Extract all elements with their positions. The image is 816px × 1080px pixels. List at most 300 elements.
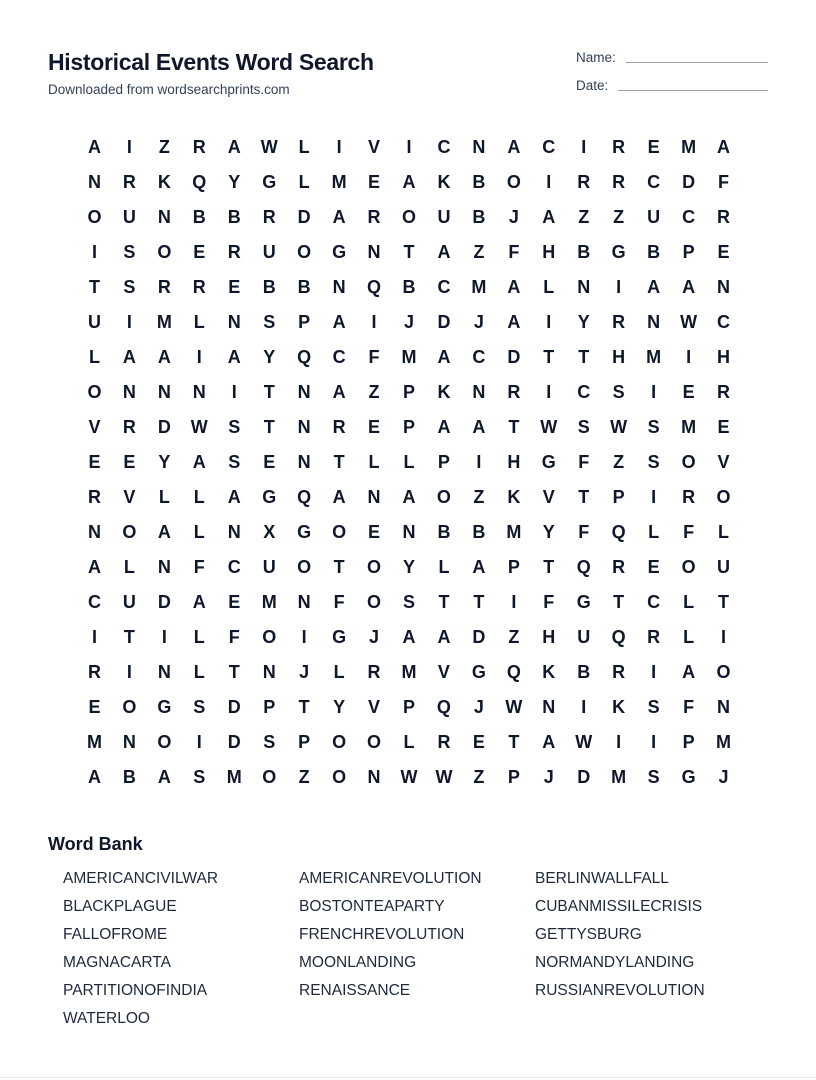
grid-cell: D (507, 347, 521, 367)
grid-cell: T (718, 592, 730, 612)
grid-cell: A (332, 207, 346, 227)
grid-cell: I (301, 627, 307, 647)
grid-cell: G (262, 487, 277, 507)
grid-cell: U (262, 242, 276, 262)
grid-cell: T (578, 347, 590, 367)
grid-cell: O (436, 487, 451, 507)
grid-cell: L (193, 522, 205, 542)
grid-cell: A (402, 487, 416, 507)
grid-cell: P (298, 312, 311, 332)
word-bank-item: FALLOFROME (63, 926, 168, 943)
grid-cell: A (402, 172, 416, 192)
grid-cell: T (333, 452, 345, 472)
grid-cell: D (157, 417, 171, 437)
grid-cell: C (577, 382, 591, 402)
grid-cell: C (437, 277, 451, 297)
grid-cell: U (647, 207, 661, 227)
grid-cell: I (91, 627, 97, 647)
grid-cell: M (681, 137, 697, 157)
grid-cell: O (506, 172, 521, 192)
grid-cell: I (196, 347, 202, 367)
grid-cell: A (87, 767, 101, 787)
grid-cell: V (123, 487, 136, 507)
grid-cell: W (505, 697, 523, 717)
grid-cell: O (401, 207, 416, 227)
grid-cell: A (87, 557, 101, 577)
word-bank-item: MAGNACARTA (63, 954, 171, 971)
grid-cell: P (682, 732, 695, 752)
grid-cell: V (368, 697, 381, 717)
grid-cell: N (717, 277, 731, 297)
grid-cell: A (717, 137, 731, 157)
grid-cell: E (368, 172, 381, 192)
grid-cell: N (297, 417, 311, 437)
grid-cell: I (336, 137, 342, 157)
grid-cell: R (577, 172, 591, 192)
grid-cell: G (576, 592, 591, 612)
grid-cell: A (542, 732, 556, 752)
grid-cell: K (507, 487, 521, 507)
grid-cell: Y (158, 452, 171, 472)
grid-cell: I (231, 382, 237, 402)
grid-cell: T (123, 627, 135, 647)
grid-cell: U (122, 592, 136, 612)
grid-cell: V (88, 417, 101, 437)
grid-cell: I (651, 732, 657, 752)
grid-cell: B (472, 207, 486, 227)
grid-cell: O (87, 382, 102, 402)
grid-cell: Y (263, 347, 276, 367)
grid-cell: R (717, 207, 731, 227)
grid-cell: T (333, 557, 345, 577)
grid-cell: W (610, 417, 628, 437)
grid-cell: O (87, 207, 102, 227)
grid-cell: A (122, 347, 136, 367)
grid-cell: Q (611, 522, 626, 542)
grid-cell: D (227, 732, 241, 752)
grid-cell: W (540, 417, 558, 437)
grid-cell: V (437, 662, 450, 682)
grid-cell: L (333, 662, 345, 682)
word-bank-item: PARTITIONOFINDIA (63, 982, 208, 999)
grid-cell: B (437, 522, 451, 542)
grid-cell: P (437, 452, 450, 472)
grid-cell: S (228, 452, 241, 472)
grid-cell: A (157, 347, 171, 367)
grid-cell: I (651, 487, 657, 507)
grid-cell: Z (613, 207, 625, 227)
grid-cell: W (680, 312, 698, 332)
grid-cell: M (611, 767, 627, 787)
grid-cell: L (368, 452, 380, 472)
grid-cell: A (437, 347, 451, 367)
word-bank-item: BOSTONTEAPARTY (299, 898, 445, 915)
word-bank-item: BLACKPLAGUE (63, 898, 177, 915)
grid-cell: G (471, 662, 486, 682)
grid-cell: K (157, 172, 171, 192)
grid-cell: O (332, 522, 347, 542)
grid-cell: C (437, 137, 451, 157)
grid-cell: A (402, 627, 416, 647)
grid-cell: U (717, 557, 731, 577)
grid-cell: U (437, 207, 451, 227)
grid-cell: E (368, 417, 381, 437)
grid-cell: O (297, 557, 312, 577)
grid-cell: N (227, 312, 241, 332)
grid-cell: I (546, 172, 552, 192)
grid-cell: S (123, 242, 136, 262)
grid-cell: C (682, 207, 696, 227)
grid-cell: D (437, 312, 451, 332)
grid-cell: U (577, 627, 591, 647)
grid-cell: L (718, 522, 730, 542)
grid-cell: F (683, 522, 695, 542)
grid-cell: Z (298, 767, 310, 787)
grid-cell: F (368, 347, 380, 367)
grid-cell: C (717, 312, 731, 332)
grid-cell: H (507, 452, 521, 472)
grid-cell: G (541, 452, 556, 472)
grid-cell: F (718, 172, 730, 192)
grid-cell: O (716, 487, 731, 507)
grid-cell: B (402, 277, 416, 297)
word-bank-heading: Word Bank (48, 834, 143, 854)
grid-cell: R (647, 627, 661, 647)
grid-cell: B (577, 662, 591, 682)
grid-cell: I (196, 732, 202, 752)
grid-cell: P (298, 732, 311, 752)
grid-cell: F (578, 522, 590, 542)
grid-cell: K (437, 172, 451, 192)
word-bank-item: CUBANMISSILECRISIS (535, 898, 703, 915)
grid-cell: O (367, 557, 382, 577)
grid-cell: R (612, 172, 626, 192)
grid-cell: R (192, 137, 206, 157)
grid-cell: E (368, 522, 381, 542)
name-line[interactable] (626, 62, 768, 63)
grid-cell: I (126, 137, 132, 157)
grid-cell: H (612, 347, 626, 367)
grid-cell: W (190, 417, 208, 437)
grid-cell: J (299, 662, 310, 682)
grid-cell: F (683, 697, 695, 717)
word-bank-item: RUSSIANREVOLUTION (535, 982, 705, 999)
grid-cell: G (297, 522, 312, 542)
grid-cell: R (507, 382, 521, 402)
grid-cell: A (157, 767, 171, 787)
grid-cell: Z (473, 767, 485, 787)
word-bank-item: WATERLOO (63, 1010, 150, 1027)
grid-cell: P (402, 697, 415, 717)
grid-cell: N (157, 557, 171, 577)
grid-cell: D (227, 697, 241, 717)
grid-cell: U (87, 312, 101, 332)
grid-cell: O (122, 522, 137, 542)
grid-cell: I (651, 662, 657, 682)
grid-cell: D (472, 627, 486, 647)
grid-cell: M (506, 522, 522, 542)
grid-cell: A (227, 487, 241, 507)
name-label: Name: (576, 50, 616, 65)
grid-cell: B (577, 242, 591, 262)
grid-cell: S (647, 452, 660, 472)
grid-cell: N (577, 277, 591, 297)
grid-cell: J (543, 767, 554, 787)
grid-cell: G (262, 172, 277, 192)
grid-cell: M (716, 732, 732, 752)
word-bank-item: AMERICANREVOLUTION (299, 870, 482, 887)
grid-cell: E (263, 452, 276, 472)
grid-cell: L (543, 277, 555, 297)
grid-cell: M (471, 277, 487, 297)
grid-cell: P (507, 767, 520, 787)
grid-cell: M (331, 172, 347, 192)
grid-cell: R (87, 487, 101, 507)
grid-cell: W (260, 137, 278, 157)
grid-cell: N (367, 242, 381, 262)
grid-cell: E (123, 452, 136, 472)
grid-cell: C (647, 592, 661, 612)
grid-cell: A (227, 137, 241, 157)
grid-cell: I (546, 312, 552, 332)
grid-cell: S (577, 417, 590, 437)
grid-cell: R (367, 662, 381, 682)
grid-cell: D (682, 172, 696, 192)
grid-cell: I (476, 452, 482, 472)
grid-cell: T (508, 732, 520, 752)
grid-cell: I (511, 592, 517, 612)
grid-cell: C (332, 347, 346, 367)
grid-cell: A (647, 277, 661, 297)
grid-cell: I (126, 312, 132, 332)
grid-cell: N (87, 522, 101, 542)
grid-cell: J (718, 767, 729, 787)
grid-cell: N (157, 207, 171, 227)
grid-cell: I (651, 382, 657, 402)
grid-cell: B (227, 207, 241, 227)
grid-cell: T (263, 382, 275, 402)
grid-cell: L (438, 557, 450, 577)
grid-cell: T (88, 277, 100, 297)
grid-cell: A (332, 312, 346, 332)
grid-cell: Z (473, 242, 485, 262)
grid-cell: N (297, 592, 311, 612)
grid-cell: E (88, 697, 101, 717)
grid-cell: T (578, 487, 590, 507)
grid-cell: M (86, 732, 102, 752)
grid-cell: O (157, 242, 172, 262)
grid-cell: R (612, 662, 626, 682)
grid-cell: A (472, 417, 486, 437)
grid-cell: L (648, 522, 660, 542)
grid-cell: E (647, 137, 660, 157)
grid-cell: R (682, 487, 696, 507)
grid-cell: R (227, 242, 241, 262)
grid-cell: S (228, 417, 241, 437)
grid-cell: Q (506, 662, 521, 682)
word-bank-item: MOONLANDING (299, 954, 417, 971)
grid-cell: A (332, 382, 346, 402)
grid-cell: L (123, 557, 135, 577)
grid-cell: N (402, 522, 416, 542)
grid-cell: V (717, 452, 730, 472)
grid-cell: T (473, 592, 485, 612)
grid-cell: R (157, 277, 171, 297)
grid-cell: I (126, 662, 132, 682)
grid-cell: Q (611, 627, 626, 647)
grid-cell: T (543, 347, 555, 367)
grid-cell: M (226, 767, 242, 787)
grid-cell: I (581, 697, 587, 717)
grid-cell: K (542, 662, 556, 682)
grid-cell: S (123, 277, 136, 297)
word-bank-item: BERLINWALLFALL (535, 870, 669, 887)
grid-cell: O (332, 767, 347, 787)
grid-cell: O (716, 662, 731, 682)
grid-cell: O (122, 697, 137, 717)
grid-cell: R (612, 312, 626, 332)
grid-cell: O (262, 767, 277, 787)
grid-cell: G (332, 627, 347, 647)
grid-cell: A (682, 277, 696, 297)
grid-cell: Q (297, 487, 312, 507)
grid-cell: T (298, 697, 310, 717)
grid-cell: L (193, 627, 205, 647)
grid-cell: L (88, 347, 100, 367)
grid-cell: A (682, 662, 696, 682)
grid-cell: Q (367, 277, 382, 297)
grid-cell: D (577, 767, 591, 787)
grid-cell: J (369, 627, 380, 647)
grid-cell: I (546, 382, 552, 402)
grid-cell: N (717, 697, 731, 717)
grid-cell: A (507, 137, 521, 157)
grid-cell: O (681, 557, 696, 577)
grid-cell: L (403, 732, 415, 752)
grid-cell: B (262, 277, 276, 297)
grid-cell: I (721, 627, 727, 647)
grid-cell: H (542, 627, 556, 647)
grid-cell: I (616, 732, 622, 752)
grid-cell: O (262, 627, 277, 647)
grid-cell: G (611, 242, 626, 262)
grid-cell: N (227, 522, 241, 542)
grid-cell: N (157, 382, 171, 402)
grid-cell: A (227, 347, 241, 367)
grid-cell: M (681, 417, 697, 437)
grid-cell: T (228, 662, 240, 682)
grid-cell: A (192, 592, 206, 612)
grid-cell: N (262, 662, 276, 682)
grid-cell: J (403, 312, 414, 332)
grid-cell: Z (578, 207, 590, 227)
grid-cell: B (122, 767, 136, 787)
word-bank-item: GETTYSBURG (535, 926, 642, 943)
grid-cell: I (161, 627, 167, 647)
grid-cell: K (612, 697, 626, 717)
grid-cell: Z (368, 382, 380, 402)
date-line[interactable] (618, 90, 768, 91)
grid-cell: N (472, 137, 486, 157)
grid-cell: A (332, 487, 346, 507)
word-bank-item: RENAISSANCE (299, 982, 411, 999)
grid-cell: N (192, 382, 206, 402)
grid-cell: Y (333, 697, 346, 717)
grid-cell: O (332, 732, 347, 752)
grid-cell: M (401, 347, 417, 367)
grid-cell: N (472, 382, 486, 402)
grid-cell: E (193, 242, 206, 262)
grid-cell: D (297, 207, 311, 227)
grid-cell: N (367, 487, 381, 507)
grid-cell: F (508, 242, 520, 262)
grid-cell: E (717, 242, 730, 262)
grid-cell: A (507, 277, 521, 297)
grid-cell: R (717, 382, 731, 402)
grid-cell: A (542, 207, 556, 227)
grid-cell: L (298, 172, 310, 192)
grid-cell: H (717, 347, 731, 367)
grid-cell: N (122, 732, 136, 752)
grid-cell: R (367, 207, 381, 227)
grid-cell: R (192, 277, 206, 297)
page-subtitle: Downloaded from wordsearchprints.com (48, 82, 290, 97)
grid-cell: M (401, 662, 417, 682)
grid-cell: S (647, 767, 660, 787)
grid-cell: F (228, 627, 240, 647)
page-title: Historical Events Word Search (48, 49, 374, 75)
grid-cell: T (543, 557, 555, 577)
word-bank-item: FRENCHREVOLUTION (299, 926, 465, 943)
grid-cell: N (157, 662, 171, 682)
grid-cell: B (192, 207, 206, 227)
grid-cell: E (647, 557, 660, 577)
grid-cell: I (371, 312, 377, 332)
grid-cell: L (403, 452, 415, 472)
grid-cell: U (262, 557, 276, 577)
grid-cell: N (647, 312, 661, 332)
grid-cell: R (332, 417, 346, 437)
grid-cell: E (228, 277, 241, 297)
grid-cell: Y (228, 172, 241, 192)
word-bank-item: NORMANDYLANDING (535, 954, 695, 971)
grid-cell: P (612, 487, 625, 507)
grid-cell: W (400, 767, 418, 787)
grid-cell: L (158, 487, 170, 507)
grid-cell: Z (508, 627, 520, 647)
grid-cell: L (193, 312, 205, 332)
grid-cell: R (437, 732, 451, 752)
grid-cell: T (613, 592, 625, 612)
grid-cell: F (543, 592, 555, 612)
grid-cell: T (508, 417, 520, 437)
grid-cell: H (542, 242, 556, 262)
grid-cell: E (472, 732, 485, 752)
grid-cell: L (193, 487, 205, 507)
grid-cell: S (612, 382, 625, 402)
grid-cell: X (263, 522, 276, 542)
grid-cell: I (616, 277, 622, 297)
grid-cell: N (542, 697, 556, 717)
grid-cell: S (402, 592, 415, 612)
grid-cell: A (87, 137, 101, 157)
grid-cell: P (507, 557, 520, 577)
grid-cell: S (647, 417, 660, 437)
grid-cell: S (263, 312, 276, 332)
grid-cell: F (193, 557, 205, 577)
grid-cell: I (91, 242, 97, 262)
grid-cell: L (298, 137, 310, 157)
